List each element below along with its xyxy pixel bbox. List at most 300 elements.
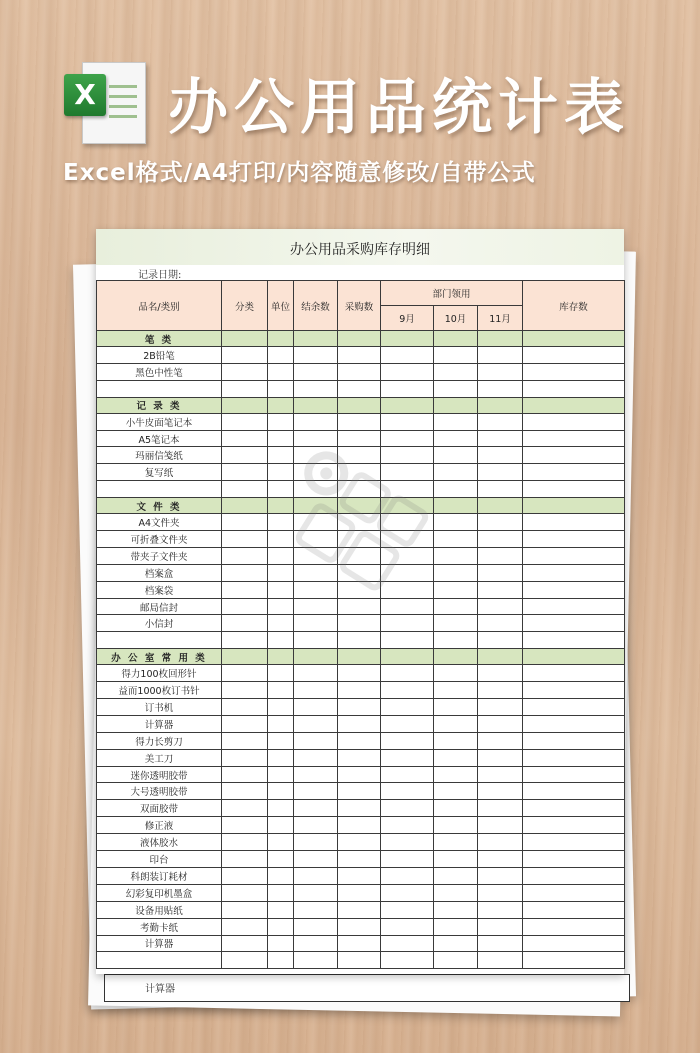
data-cell[interactable] <box>268 564 294 581</box>
section-cell[interactable] <box>222 649 268 665</box>
data-cell[interactable] <box>523 715 625 732</box>
item-name-cell[interactable]: 修正液 <box>97 817 222 834</box>
section-cell[interactable] <box>381 498 434 514</box>
data-cell[interactable] <box>478 347 523 364</box>
data-cell[interactable] <box>268 481 294 498</box>
data-cell[interactable] <box>381 901 434 918</box>
section-cell[interactable] <box>381 331 434 347</box>
data-cell[interactable] <box>523 783 625 800</box>
data-cell[interactable] <box>338 347 381 364</box>
data-cell[interactable] <box>523 531 625 548</box>
data-cell[interactable] <box>268 800 294 817</box>
data-cell[interactable] <box>434 430 478 447</box>
data-cell[interactable] <box>478 699 523 716</box>
data-cell[interactable] <box>523 464 625 481</box>
data-cell[interactable] <box>434 363 478 380</box>
data-cell[interactable] <box>523 918 625 935</box>
data-cell[interactable] <box>338 564 381 581</box>
data-cell[interactable] <box>523 581 625 598</box>
data-cell[interactable] <box>294 632 338 649</box>
data-cell[interactable] <box>381 363 434 380</box>
data-cell[interactable] <box>434 817 478 834</box>
data-cell[interactable] <box>268 699 294 716</box>
data-cell[interactable] <box>338 699 381 716</box>
data-cell[interactable] <box>294 413 338 430</box>
section-cell[interactable] <box>478 498 523 514</box>
data-cell[interactable] <box>222 749 268 766</box>
data-cell[interactable] <box>268 615 294 632</box>
data-cell[interactable] <box>222 918 268 935</box>
data-cell[interactable] <box>222 834 268 851</box>
item-name-cell[interactable]: 大号透明胶带 <box>97 783 222 800</box>
data-cell[interactable] <box>338 481 381 498</box>
data-cell[interactable] <box>434 783 478 800</box>
data-cell[interactable] <box>434 380 478 397</box>
data-cell[interactable] <box>338 464 381 481</box>
data-cell[interactable] <box>434 699 478 716</box>
data-cell[interactable] <box>478 581 523 598</box>
data-cell[interactable] <box>222 952 268 969</box>
item-name-cell[interactable] <box>97 952 222 969</box>
data-cell[interactable] <box>434 514 478 531</box>
data-cell[interactable] <box>381 749 434 766</box>
data-cell[interactable] <box>381 380 434 397</box>
section-cell[interactable] <box>268 397 294 413</box>
data-cell[interactable] <box>434 766 478 783</box>
data-cell[interactable] <box>294 952 338 969</box>
data-cell[interactable] <box>523 447 625 464</box>
data-cell[interactable] <box>222 766 268 783</box>
section-cell[interactable] <box>381 649 434 665</box>
data-cell[interactable] <box>222 901 268 918</box>
data-cell[interactable] <box>294 834 338 851</box>
data-cell[interactable] <box>478 447 523 464</box>
data-cell[interactable] <box>222 783 268 800</box>
data-cell[interactable] <box>478 851 523 868</box>
section-cell[interactable] <box>222 331 268 347</box>
data-cell[interactable] <box>478 867 523 884</box>
data-cell[interactable] <box>434 851 478 868</box>
data-cell[interactable] <box>381 464 434 481</box>
data-cell[interactable] <box>222 363 268 380</box>
item-name-cell[interactable]: 带夹子文件夹 <box>97 547 222 564</box>
data-cell[interactable] <box>434 749 478 766</box>
data-cell[interactable] <box>222 867 268 884</box>
item-name-cell[interactable]: 计算器 <box>97 935 222 952</box>
data-cell[interactable] <box>294 447 338 464</box>
data-cell[interactable] <box>268 935 294 952</box>
section-cell[interactable] <box>338 498 381 514</box>
item-name-cell[interactable]: A5笔记本 <box>97 430 222 447</box>
item-name-cell[interactable]: 迷你透明胶带 <box>97 766 222 783</box>
data-cell[interactable] <box>523 699 625 716</box>
data-cell[interactable] <box>434 615 478 632</box>
data-cell[interactable] <box>381 935 434 952</box>
data-cell[interactable] <box>478 817 523 834</box>
item-name-cell[interactable]: 档案盒 <box>97 564 222 581</box>
data-cell[interactable] <box>268 851 294 868</box>
data-cell[interactable] <box>338 834 381 851</box>
data-cell[interactable] <box>268 715 294 732</box>
data-cell[interactable] <box>268 749 294 766</box>
data-cell[interactable] <box>294 682 338 699</box>
data-cell[interactable] <box>222 699 268 716</box>
data-cell[interactable] <box>294 363 338 380</box>
data-cell[interactable] <box>381 547 434 564</box>
data-cell[interactable] <box>478 783 523 800</box>
item-name-cell[interactable]: 计算器 <box>97 715 222 732</box>
data-cell[interactable] <box>294 867 338 884</box>
data-cell[interactable] <box>523 481 625 498</box>
data-cell[interactable] <box>222 935 268 952</box>
data-cell[interactable] <box>338 901 381 918</box>
data-cell[interactable] <box>268 884 294 901</box>
data-cell[interactable] <box>434 413 478 430</box>
data-cell[interactable] <box>434 918 478 935</box>
data-cell[interactable] <box>338 514 381 531</box>
data-cell[interactable] <box>222 564 268 581</box>
data-cell[interactable] <box>338 380 381 397</box>
section-cell[interactable] <box>294 649 338 665</box>
data-cell[interactable] <box>338 581 381 598</box>
item-name-cell[interactable]: 设备用贴纸 <box>97 901 222 918</box>
data-cell[interactable] <box>268 732 294 749</box>
data-cell[interactable] <box>268 464 294 481</box>
data-cell[interactable] <box>381 766 434 783</box>
data-cell[interactable] <box>268 514 294 531</box>
section-cell[interactable] <box>434 397 478 413</box>
data-cell[interactable] <box>381 715 434 732</box>
data-cell[interactable] <box>478 564 523 581</box>
data-cell[interactable] <box>523 867 625 884</box>
data-cell[interactable] <box>294 481 338 498</box>
data-cell[interactable] <box>381 834 434 851</box>
data-cell[interactable] <box>294 380 338 397</box>
data-cell[interactable] <box>222 413 268 430</box>
data-cell[interactable] <box>478 598 523 615</box>
item-name-cell[interactable]: 复写纸 <box>97 464 222 481</box>
data-cell[interactable] <box>222 715 268 732</box>
data-cell[interactable] <box>478 749 523 766</box>
data-cell[interactable] <box>381 699 434 716</box>
data-cell[interactable] <box>268 766 294 783</box>
data-cell[interactable] <box>294 598 338 615</box>
data-cell[interactable] <box>434 481 478 498</box>
data-cell[interactable] <box>523 901 625 918</box>
data-cell[interactable] <box>294 783 338 800</box>
data-cell[interactable] <box>381 413 434 430</box>
data-cell[interactable] <box>523 413 625 430</box>
data-cell[interactable] <box>268 447 294 464</box>
data-cell[interactable] <box>523 632 625 649</box>
data-cell[interactable] <box>523 682 625 699</box>
data-cell[interactable] <box>434 952 478 969</box>
data-cell[interactable] <box>294 766 338 783</box>
data-cell[interactable] <box>338 783 381 800</box>
data-cell[interactable] <box>294 665 338 682</box>
data-cell[interactable] <box>222 447 268 464</box>
data-cell[interactable] <box>338 598 381 615</box>
section-cell[interactable] <box>294 331 338 347</box>
data-cell[interactable] <box>381 514 434 531</box>
data-cell[interactable] <box>381 665 434 682</box>
data-cell[interactable] <box>381 817 434 834</box>
data-cell[interactable] <box>381 682 434 699</box>
section-cell[interactable] <box>478 331 523 347</box>
data-cell[interactable] <box>523 952 625 969</box>
data-cell[interactable] <box>523 363 625 380</box>
section-cell[interactable] <box>222 498 268 514</box>
item-name-cell[interactable] <box>97 380 222 397</box>
data-cell[interactable] <box>523 665 625 682</box>
data-cell[interactable] <box>523 800 625 817</box>
data-cell[interactable] <box>381 783 434 800</box>
data-cell[interactable] <box>338 547 381 564</box>
data-cell[interactable] <box>381 447 434 464</box>
data-cell[interactable] <box>381 347 434 364</box>
data-cell[interactable] <box>222 615 268 632</box>
data-cell[interactable] <box>268 665 294 682</box>
data-cell[interactable] <box>268 380 294 397</box>
section-cell[interactable] <box>338 397 381 413</box>
data-cell[interactable] <box>478 615 523 632</box>
section-cell[interactable] <box>268 498 294 514</box>
data-cell[interactable] <box>381 800 434 817</box>
data-cell[interactable] <box>381 531 434 548</box>
data-cell[interactable] <box>523 766 625 783</box>
data-cell[interactable] <box>478 547 523 564</box>
data-cell[interactable] <box>294 715 338 732</box>
data-cell[interactable] <box>478 732 523 749</box>
data-cell[interactable] <box>381 732 434 749</box>
section-cell[interactable] <box>381 397 434 413</box>
data-cell[interactable] <box>523 851 625 868</box>
item-name-cell[interactable]: 可折叠文件夹 <box>97 531 222 548</box>
data-cell[interactable] <box>268 918 294 935</box>
data-cell[interactable] <box>222 464 268 481</box>
data-cell[interactable] <box>222 581 268 598</box>
data-cell[interactable] <box>478 481 523 498</box>
data-cell[interactable] <box>434 464 478 481</box>
data-cell[interactable] <box>294 699 338 716</box>
data-cell[interactable] <box>434 347 478 364</box>
data-cell[interactable] <box>478 682 523 699</box>
data-cell[interactable] <box>434 564 478 581</box>
data-cell[interactable] <box>338 749 381 766</box>
data-cell[interactable] <box>338 851 381 868</box>
data-cell[interactable] <box>434 732 478 749</box>
item-name-cell[interactable]: 双面胶带 <box>97 800 222 817</box>
item-name-cell[interactable]: 小牛皮面笔记本 <box>97 413 222 430</box>
data-cell[interactable] <box>268 581 294 598</box>
data-cell[interactable] <box>294 547 338 564</box>
section-cell[interactable] <box>268 331 294 347</box>
data-cell[interactable] <box>268 547 294 564</box>
item-name-cell[interactable]: 幻彩复印机墨盒 <box>97 884 222 901</box>
data-cell[interactable] <box>338 884 381 901</box>
data-cell[interactable] <box>222 732 268 749</box>
data-cell[interactable] <box>478 632 523 649</box>
item-name-cell[interactable]: 玛丽信笺纸 <box>97 447 222 464</box>
data-cell[interactable] <box>478 901 523 918</box>
data-cell[interactable] <box>523 598 625 615</box>
data-cell[interactable] <box>268 867 294 884</box>
data-cell[interactable] <box>338 632 381 649</box>
data-cell[interactable] <box>222 547 268 564</box>
data-cell[interactable] <box>523 834 625 851</box>
data-cell[interactable] <box>338 430 381 447</box>
data-cell[interactable] <box>478 834 523 851</box>
data-cell[interactable] <box>338 867 381 884</box>
data-cell[interactable] <box>381 564 434 581</box>
data-cell[interactable] <box>523 884 625 901</box>
section-cell[interactable] <box>478 397 523 413</box>
data-cell[interactable] <box>222 430 268 447</box>
data-cell[interactable] <box>294 581 338 598</box>
section-cell[interactable] <box>523 331 625 347</box>
data-cell[interactable] <box>434 665 478 682</box>
data-cell[interactable] <box>381 867 434 884</box>
data-cell[interactable] <box>523 935 625 952</box>
section-cell[interactable] <box>222 397 268 413</box>
data-cell[interactable] <box>294 851 338 868</box>
data-cell[interactable] <box>381 918 434 935</box>
data-cell[interactable] <box>268 783 294 800</box>
data-cell[interactable] <box>222 851 268 868</box>
data-cell[interactable] <box>294 935 338 952</box>
data-cell[interactable] <box>268 598 294 615</box>
data-cell[interactable] <box>222 347 268 364</box>
section-cell[interactable] <box>523 649 625 665</box>
section-cell[interactable] <box>268 649 294 665</box>
data-cell[interactable] <box>434 884 478 901</box>
data-cell[interactable] <box>381 615 434 632</box>
data-cell[interactable] <box>338 800 381 817</box>
data-cell[interactable] <box>478 531 523 548</box>
section-cell[interactable] <box>294 397 338 413</box>
data-cell[interactable] <box>338 766 381 783</box>
item-name-cell[interactable]: 订书机 <box>97 699 222 716</box>
data-cell[interactable] <box>381 884 434 901</box>
item-name-cell[interactable]: 小信封 <box>97 615 222 632</box>
data-cell[interactable] <box>222 531 268 548</box>
data-cell[interactable] <box>338 413 381 430</box>
data-cell[interactable] <box>434 447 478 464</box>
data-cell[interactable] <box>222 632 268 649</box>
data-cell[interactable] <box>434 901 478 918</box>
data-cell[interactable] <box>523 380 625 397</box>
data-cell[interactable] <box>294 901 338 918</box>
data-cell[interactable] <box>434 547 478 564</box>
data-cell[interactable] <box>523 615 625 632</box>
data-cell[interactable] <box>294 817 338 834</box>
section-cell[interactable] <box>338 649 381 665</box>
data-cell[interactable] <box>434 632 478 649</box>
data-cell[interactable] <box>338 817 381 834</box>
data-cell[interactable] <box>294 531 338 548</box>
section-cell[interactable] <box>434 498 478 514</box>
section-cell[interactable] <box>434 331 478 347</box>
data-cell[interactable] <box>523 817 625 834</box>
data-cell[interactable] <box>478 800 523 817</box>
data-cell[interactable] <box>222 817 268 834</box>
data-cell[interactable] <box>222 800 268 817</box>
data-cell[interactable] <box>338 615 381 632</box>
data-cell[interactable] <box>294 918 338 935</box>
data-cell[interactable] <box>222 514 268 531</box>
data-cell[interactable] <box>338 715 381 732</box>
data-cell[interactable] <box>268 363 294 380</box>
data-cell[interactable] <box>268 347 294 364</box>
data-cell[interactable] <box>222 682 268 699</box>
data-cell[interactable] <box>434 800 478 817</box>
data-cell[interactable] <box>523 430 625 447</box>
data-cell[interactable] <box>434 935 478 952</box>
data-cell[interactable] <box>523 514 625 531</box>
data-cell[interactable] <box>381 598 434 615</box>
data-cell[interactable] <box>338 918 381 935</box>
section-cell[interactable] <box>523 498 625 514</box>
item-name-cell[interactable] <box>97 632 222 649</box>
item-name-cell[interactable]: 美工刀 <box>97 749 222 766</box>
data-cell[interactable] <box>434 867 478 884</box>
data-cell[interactable] <box>478 766 523 783</box>
data-cell[interactable] <box>294 732 338 749</box>
data-cell[interactable] <box>478 918 523 935</box>
data-cell[interactable] <box>523 564 625 581</box>
data-cell[interactable] <box>434 715 478 732</box>
item-name-cell[interactable]: 2B铅笔 <box>97 347 222 364</box>
item-name-cell[interactable] <box>97 481 222 498</box>
data-cell[interactable] <box>338 935 381 952</box>
data-cell[interactable] <box>338 665 381 682</box>
section-cell[interactable] <box>338 331 381 347</box>
data-cell[interactable] <box>478 363 523 380</box>
data-cell[interactable] <box>268 632 294 649</box>
data-cell[interactable] <box>478 413 523 430</box>
data-cell[interactable] <box>268 682 294 699</box>
data-cell[interactable] <box>268 901 294 918</box>
data-cell[interactable] <box>381 430 434 447</box>
item-name-cell[interactable]: 益而1000枚订书针 <box>97 682 222 699</box>
data-cell[interactable] <box>222 598 268 615</box>
item-name-cell[interactable]: 印台 <box>97 851 222 868</box>
data-cell[interactable] <box>478 715 523 732</box>
data-cell[interactable] <box>434 682 478 699</box>
data-cell[interactable] <box>222 665 268 682</box>
item-name-cell[interactable]: 得力长剪刀 <box>97 732 222 749</box>
data-cell[interactable] <box>523 347 625 364</box>
data-cell[interactable] <box>434 834 478 851</box>
data-cell[interactable] <box>222 380 268 397</box>
data-cell[interactable] <box>294 800 338 817</box>
data-cell[interactable] <box>523 547 625 564</box>
item-name-cell[interactable]: 黑色中性笔 <box>97 363 222 380</box>
data-cell[interactable] <box>381 851 434 868</box>
data-cell[interactable] <box>222 481 268 498</box>
item-name-cell[interactable]: A4文件夹 <box>97 514 222 531</box>
data-cell[interactable] <box>338 732 381 749</box>
data-cell[interactable] <box>434 598 478 615</box>
data-cell[interactable] <box>523 749 625 766</box>
data-cell[interactable] <box>294 884 338 901</box>
data-cell[interactable] <box>294 615 338 632</box>
data-cell[interactable] <box>478 430 523 447</box>
data-cell[interactable] <box>268 413 294 430</box>
data-cell[interactable] <box>338 682 381 699</box>
data-cell[interactable] <box>294 564 338 581</box>
data-cell[interactable] <box>478 665 523 682</box>
